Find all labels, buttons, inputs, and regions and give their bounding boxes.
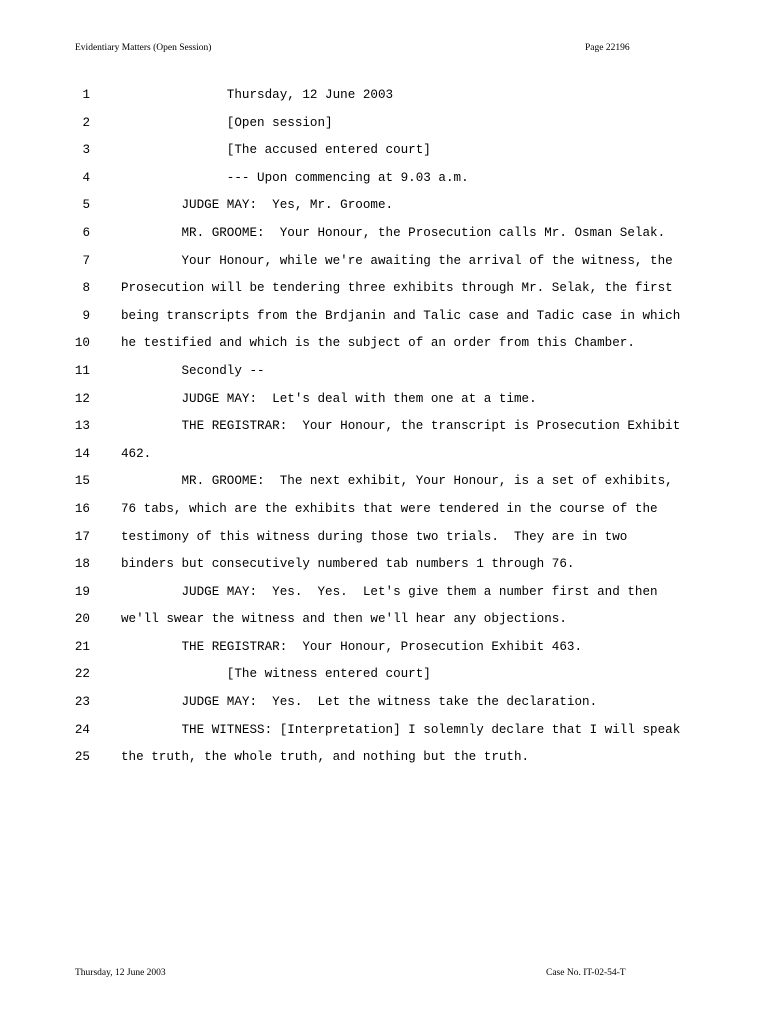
transcript-line — [0, 444, 770, 472]
transcript-line — [0, 251, 770, 279]
line-text: Your Honour, while we're awaiting the arrival of the witness, the — [121, 253, 673, 268]
transcript-line — [0, 223, 770, 251]
transcript-line — [0, 582, 770, 610]
line-text: 76 tabs, which are the exhibits that were tendered in the course of the — [121, 501, 658, 516]
transcript-line — [0, 471, 770, 499]
line-number: 16 — [74, 501, 90, 516]
transcript-line — [0, 416, 770, 444]
transcript-line — [0, 527, 770, 555]
line-number: 12 — [74, 391, 90, 406]
transcript-line — [0, 499, 770, 527]
line-text: Secondly -- — [121, 363, 265, 378]
line-text: JUDGE MAY: Yes. Let the witness take the declaration. — [121, 695, 598, 710]
line-number: 23 — [74, 695, 90, 710]
line-text: Prosecution will be tendering three exhibits through Mr. Selak, the first — [121, 281, 673, 296]
transcript-line — [0, 333, 770, 361]
line-number: 1 — [82, 88, 90, 102]
line-text: Thursday, 12 June 2003 — [121, 88, 394, 102]
line-number: 25 — [74, 750, 90, 765]
line-number: 7 — [82, 253, 90, 268]
transcript-line — [0, 637, 770, 665]
transcript-line — [0, 692, 770, 720]
transcript-line — [0, 720, 770, 748]
line-text: 462. — [121, 446, 152, 461]
line-number: 17 — [74, 529, 90, 544]
line-number: 22 — [74, 667, 90, 682]
line-text: MR. GROOME: Your Honour, the Prosecution calls Mr. Osman Selak. — [121, 225, 666, 240]
transcript-line — [0, 140, 770, 168]
header-title: Evidentiary Matters (Open Session) — [75, 43, 212, 53]
line-text: binders but consecutively numbered tab numbers 1 through 76. — [121, 557, 575, 572]
line-text: [Open session] — [121, 115, 333, 130]
line-text: [The accused entered court] — [121, 143, 431, 158]
line-text: [The witness entered court] — [121, 667, 431, 682]
line-number: 24 — [74, 722, 90, 737]
line-number: 6 — [82, 225, 90, 240]
line-number: 14 — [74, 446, 90, 461]
line-number: 10 — [74, 336, 90, 351]
line-text: JUDGE MAY: Let's deal with them one at a time. — [121, 391, 537, 406]
line-number: 5 — [82, 198, 90, 213]
line-text: THE WITNESS: [Interpretation] I solemnly declare that I will speak — [121, 722, 681, 737]
line-number: 20 — [74, 612, 90, 627]
line-number: 19 — [74, 584, 90, 599]
transcript-line — [0, 113, 770, 141]
line-number: 9 — [82, 308, 90, 323]
transcript-line — [0, 85, 770, 113]
line-text: we'll swear the witness and then we'll hear any objections. — [121, 612, 567, 627]
transcript-line — [0, 747, 770, 775]
line-number: 21 — [74, 639, 90, 654]
transcript-line — [0, 664, 770, 692]
line-text: THE REGISTRAR: Your Honour, the transcript is Prosecution Exhibit — [121, 419, 681, 434]
line-number: 11 — [74, 363, 90, 378]
transcript-line — [0, 306, 770, 334]
transcript-line — [0, 168, 770, 196]
line-text: MR. GROOME: The next exhibit, Your Honour, is a set of exhibits, — [121, 474, 673, 489]
line-number: 2 — [82, 115, 90, 130]
case-number: Case No. IT-02-54-T — [546, 968, 626, 978]
line-number: 4 — [82, 170, 90, 185]
line-number: 13 — [74, 419, 90, 434]
line-number: 18 — [74, 557, 90, 572]
line-text: he testified and which is the subject of an order from this Chamber. — [121, 336, 635, 351]
footer-date: Thursday, 12 June 2003 — [75, 968, 166, 978]
transcript-line — [0, 554, 770, 582]
line-text: being transcripts from the Brdjanin and Talic case and Tadic case in which — [121, 308, 681, 323]
transcript-line — [0, 361, 770, 389]
line-text: JUDGE MAY: Yes. Yes. Let's give them a number first and then — [121, 584, 658, 599]
page-number: Page 22196 — [585, 43, 630, 53]
transcript-line — [0, 278, 770, 306]
line-number: 8 — [82, 281, 90, 296]
line-text: THE REGISTRAR: Your Honour, Prosecution Exhibit 463. — [121, 639, 583, 654]
transcript-body — [0, 85, 770, 775]
line-number: 15 — [74, 474, 90, 489]
transcript-line — [0, 609, 770, 637]
line-text: testimony of this witness during those two trials. They are in two — [121, 529, 628, 544]
transcript-line — [0, 389, 770, 417]
line-text: --- Upon commencing at 9.03 a.m. — [121, 170, 469, 185]
line-text: JUDGE MAY: Yes, Mr. Groome. — [121, 198, 394, 213]
transcript-line — [0, 195, 770, 223]
line-text: the truth, the whole truth, and nothing but the truth. — [121, 750, 530, 765]
line-number: 3 — [82, 143, 90, 158]
